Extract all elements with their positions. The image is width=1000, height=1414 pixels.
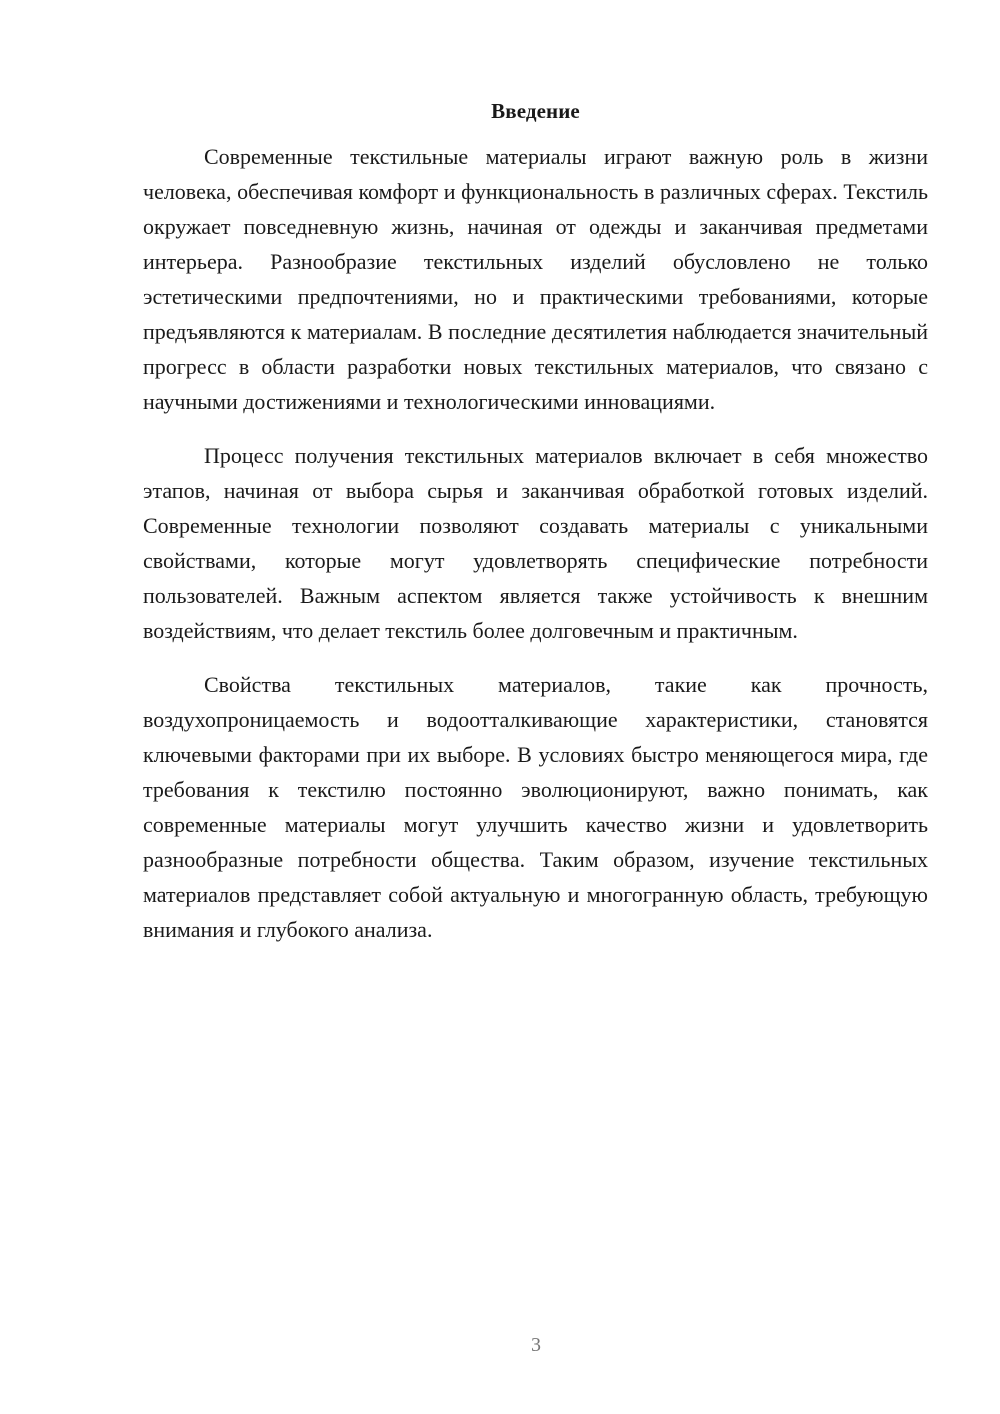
paragraph-2: Процесс получения текстильных материалов включает в себя множество этапов, начиная от выбора сырья и заканчивая обработкой готовых изделий. Современные технологии позволяют создавать материалы с уникальными свойствами, которые могут удовлетворять специфические потребности пользователей. Важным аспектом является также устойчивость к внешним воздействиям, что делает текстиль более долговечным и практичным. — [143, 443, 928, 643]
page-number: 3 — [531, 1334, 541, 1356]
paragraph-1: Современные текстильные материалы играют важную роль в жизни человека, обеспечивая комфорт и функциональность в различных сферах. Текстиль окружает повседневную жизнь, начиная от одежды и заканчивая предметами интерьера. Разнообразие текстильных изделий обусловлено не только эстетическими предпочтениями, но и практическими требованиями, которые предъявляются к материалам. В последние десятилетия наблюдается значительный прогресс в области разработки новых текстильных материалов, что связано с научными достижениями и технологическими инновациями. — [143, 144, 928, 414]
paragraph-3: Свойства текстильных материалов, такие как прочность, воздухопроницаемость и водоотталкивающие характеристики, становятся ключевыми факторами при их выборе. В условиях быстро меняющегося мира, где требования к текстилю постоянно эволюционируют, важно понимать, как современные материалы могут улучшить качество жизни и удовлетворить разнообразные потребности общества. Таким образом, изучение текстильных материалов представляет собой актуальную и многогранную область, требующую внимания и глубокого анализа. — [143, 672, 928, 942]
page-title: Введение — [491, 99, 580, 123]
page-content — [143, 96, 928, 947]
